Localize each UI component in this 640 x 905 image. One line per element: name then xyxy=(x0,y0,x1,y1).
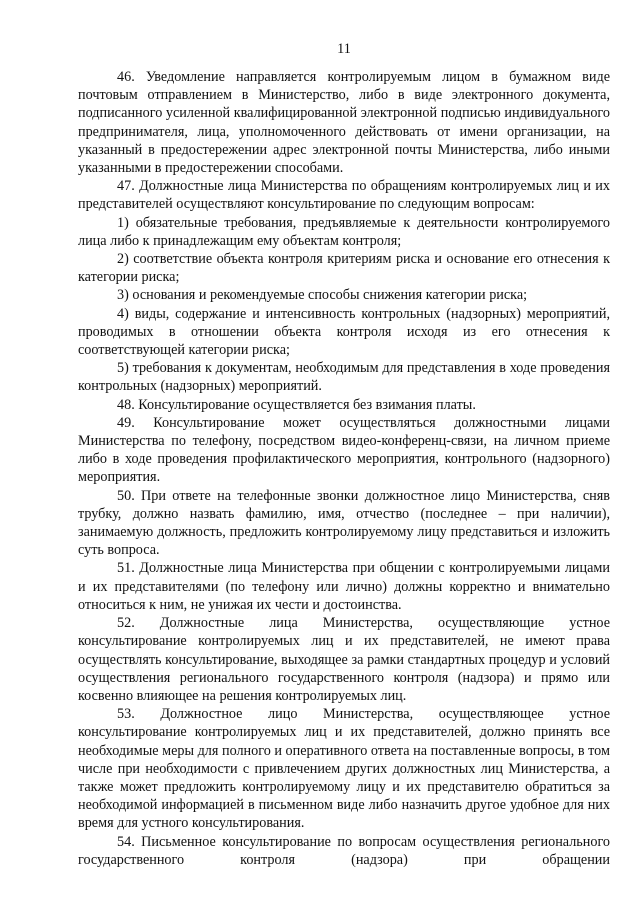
paragraph-52: 52. Должностные лица Министерства, осуществляющие устное консультирование контролируемых лиц и их представителей, не имеют права осуществлять консультирование, выходящее за рамки стандартных процедур и условий осуществления регионального государственного контроля (надзора) и прямо или косвенно влияющее на решения контролируемых лиц. xyxy=(78,615,610,704)
paragraph-54: 54. Письменное консультирование по вопросам осуществления регионального государственного контроля (надзора) при обращении xyxy=(78,833,610,868)
document-page xyxy=(78,40,610,869)
paragraph-50: 50. При ответе на телефонные звонки должностное лицо Министерства, сняв трубку, должно назвать фамилию, имя, отчество (последнее – при наличии), занимаемую должность, предложить контролируемому лицу представиться и изложить суть вопроса. xyxy=(78,487,610,559)
paragraph-48: 48. Консультирование осуществляется без взимания платы. xyxy=(117,396,476,413)
paragraph-51: 51. Должностные лица Министерства при общении с контролируемыми лицами и их представителями (по телефону или лично) должны корректно и внимательно относиться к ним, не унижая их чести и достоинства. xyxy=(78,560,610,613)
paragraph-53: 53. Должностное лицо Министерства, осуществляющее устное консультирование контролируемых лиц и их представителей, должно принять все необходимые меры для полного и оперативного ответа на поставленные вопросы, в том числе при необходимости с привлечением других должностных лиц Министерства, а также может предложить контролируемому лицу и их представителю обратиться за необходимой информацией в письменном виде либо назначить другое удобное для них время для устного консультирования. xyxy=(78,706,610,832)
paragraph-46: 46. Уведомление направляется контролируемым лицом в бумажном виде почтовым отправлением в Министерство, либо в виде электронного документа, подписанного усиленной квалифицированной электронной подписью индивидуального предпринимателя, лица, уполномоченного действовать от имени организации, на указанный в предостережении адрес электронной почты Министерства, либо иными указанными в предостережении способами. xyxy=(78,69,610,177)
list-item-5: 5) требования к документам, необходимым для представления в ходе проведения контрольных (надзорных) мероприятий. xyxy=(78,360,610,395)
list-item-1: 1) обязательные требования, предъявляемые к деятельности контролируемого лица либо к принадлежащим ему объектам контроля; xyxy=(78,214,610,249)
list-item-2: 2) соответствие объекта контроля критериям риска и основание его отнесения к категории риска; xyxy=(78,251,610,286)
paragraph-47: 47. Должностные лица Министерства по обращениям контролируемых лиц и их представителей осуществляют консультирование по следующим вопросам: xyxy=(78,178,610,213)
page-number: 11 xyxy=(337,41,351,57)
list-item-4: 4) виды, содержание и интенсивность контрольных (надзорных) мероприятий, проводимых в отношении объекта контроля исходя из его отнесения к соответствующей категории риска; xyxy=(78,305,610,359)
list-item-3: 3) основания и рекомендуемые способы снижения категории риска; xyxy=(117,287,528,304)
paragraph-49: 49. Консультирование может осуществляться должностными лицами Министерства по телефону, посредством видео-конференц-связи, на личном приеме либо в ходе проведения профилактического мероприятия, контрольного (надзорного) мероприятия. xyxy=(78,414,610,486)
